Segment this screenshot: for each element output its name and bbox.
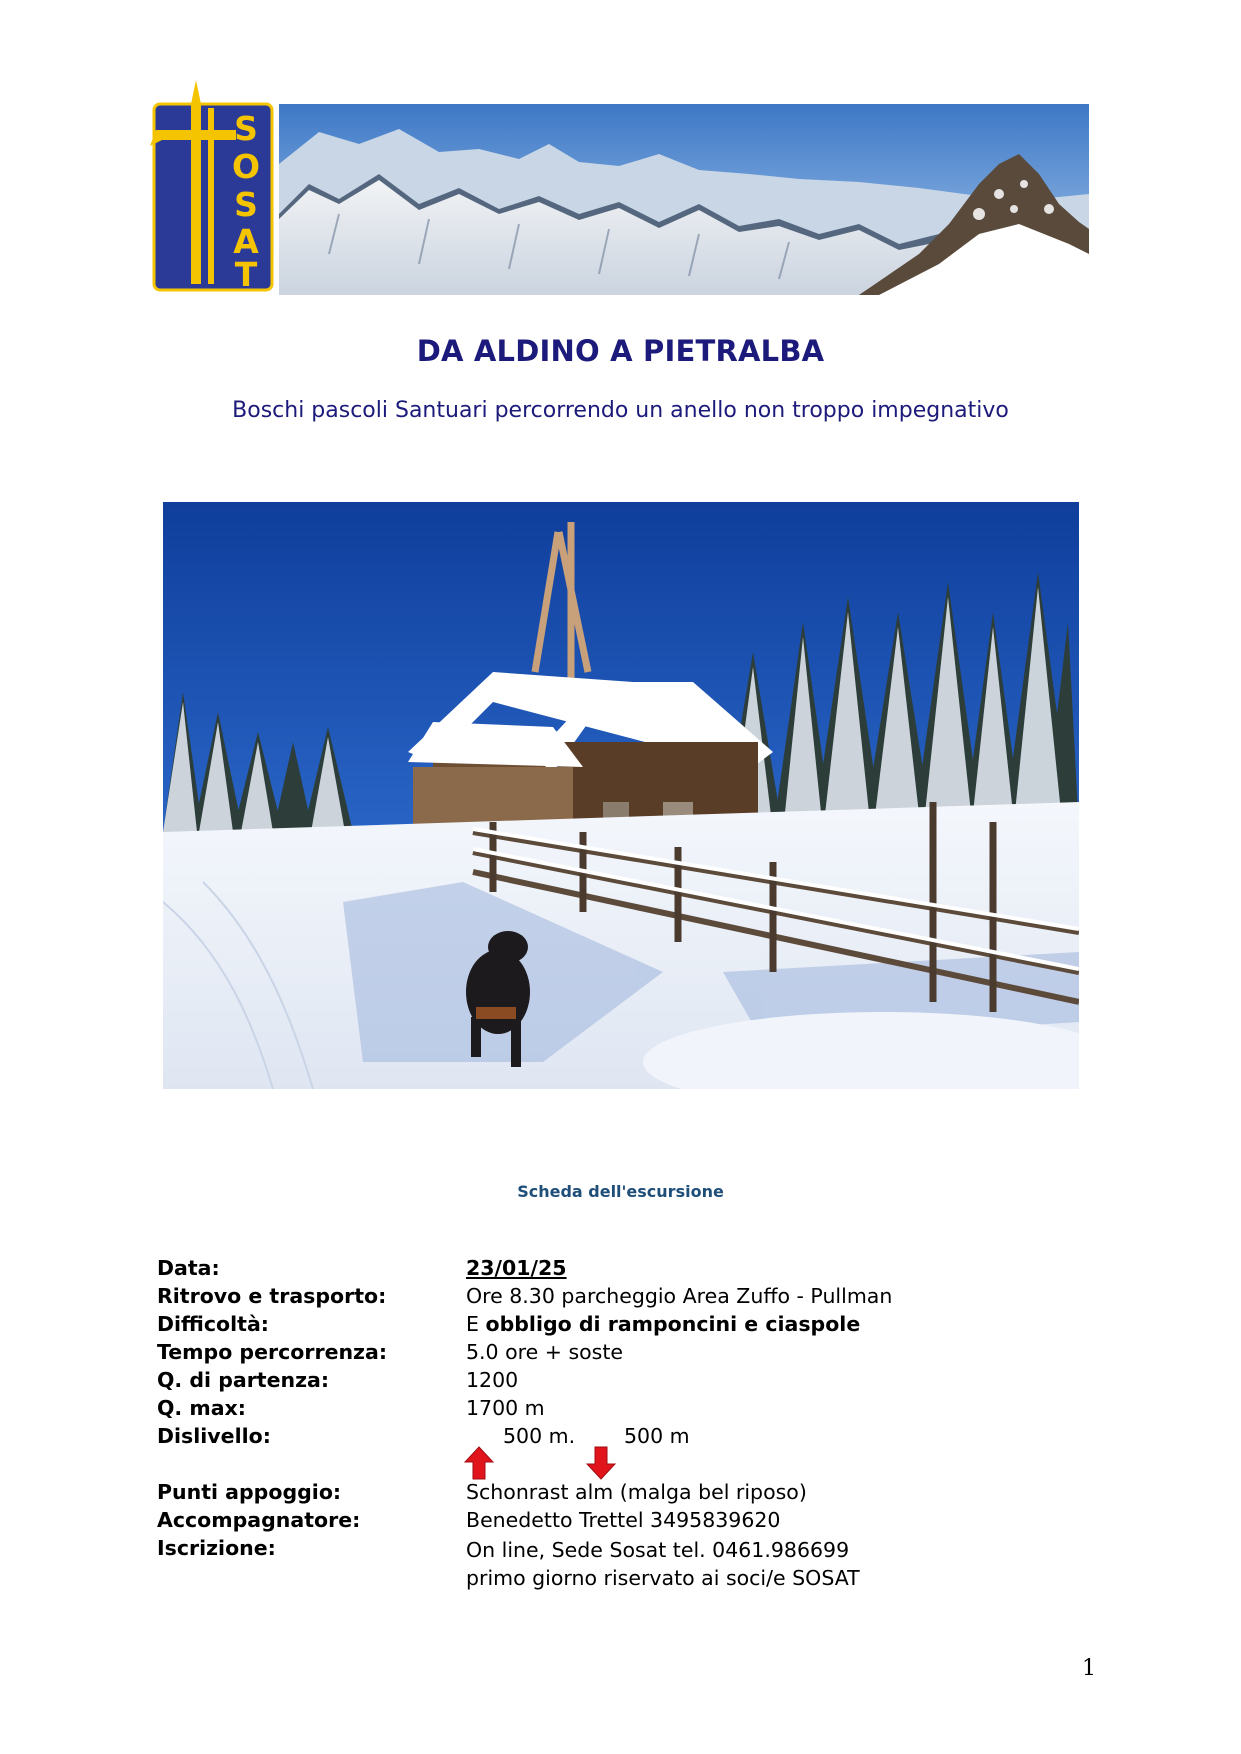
label-ritrovo: Ritrovo e trasporto: — [157, 1284, 387, 1308]
value-tempo: 5.0 ore + soste — [466, 1340, 624, 1364]
value-iscrizione: On line, Sede Sosat tel. 0461.986699 — [466, 1538, 850, 1562]
value-dislivello-up: 500 m. — [503, 1424, 576, 1448]
svg-text:S: S — [234, 185, 258, 224]
value-ritrovo: Ore 8.30 parcheggio Area Zuffo - Pullman — [466, 1284, 893, 1308]
label-partenza: Q. di partenza: — [157, 1368, 330, 1392]
value-partenza: 1200 — [466, 1368, 519, 1392]
value-difficolta-grade: E — [466, 1312, 479, 1336]
svg-text:S: S — [234, 109, 258, 148]
page-title: DA ALDINO A PIETRALBA — [416, 334, 825, 368]
label-difficolta: Difficoltà: — [157, 1312, 269, 1336]
label-tempo: Tempo percorrenza: — [157, 1340, 388, 1364]
svg-text:O: O — [231, 147, 261, 186]
page-number: 1 — [1082, 1656, 1096, 1681]
value-difficolta-note: obbligo di ramponcini e ciaspole — [485, 1312, 861, 1336]
label-max: Q. max: — [157, 1396, 246, 1420]
label-accompagnatore: Accompagnatore: — [157, 1508, 361, 1532]
arrow-up-icon — [464, 1446, 494, 1480]
value-max: 1700 m — [466, 1396, 545, 1420]
svg-text:T: T — [234, 255, 258, 294]
alpine-hut-photo — [163, 502, 1079, 1089]
label-appoggio: Punti appoggio: — [157, 1480, 342, 1504]
value-difficolta — [466, 1312, 860, 1336]
value-data: 23/01/25 — [466, 1256, 567, 1280]
sosat-logo — [150, 78, 278, 294]
label-data: Data: — [157, 1256, 220, 1280]
card-heading: Scheda dell'escursione — [517, 1182, 724, 1201]
value-iscrizione-note: primo giorno riservato ai soci/e SOSAT — [466, 1566, 860, 1590]
value-accompagnatore: Benedetto Trettel 3495839620 — [466, 1508, 781, 1532]
label-iscrizione: Iscrizione: — [157, 1536, 276, 1560]
svg-text:A: A — [233, 222, 259, 261]
label-dislivello: Dislivello: — [157, 1424, 271, 1448]
page-subtitle: Boschi pascoli Santuari percorrendo un anello non troppo impegnativo — [232, 398, 1009, 423]
arrow-down-icon — [586, 1446, 616, 1480]
mountain-banner-image — [279, 104, 1089, 295]
value-appoggio: Schonrast alm (malga bel riposo) — [466, 1480, 807, 1504]
value-dislivello-down: 500 m — [624, 1424, 690, 1448]
